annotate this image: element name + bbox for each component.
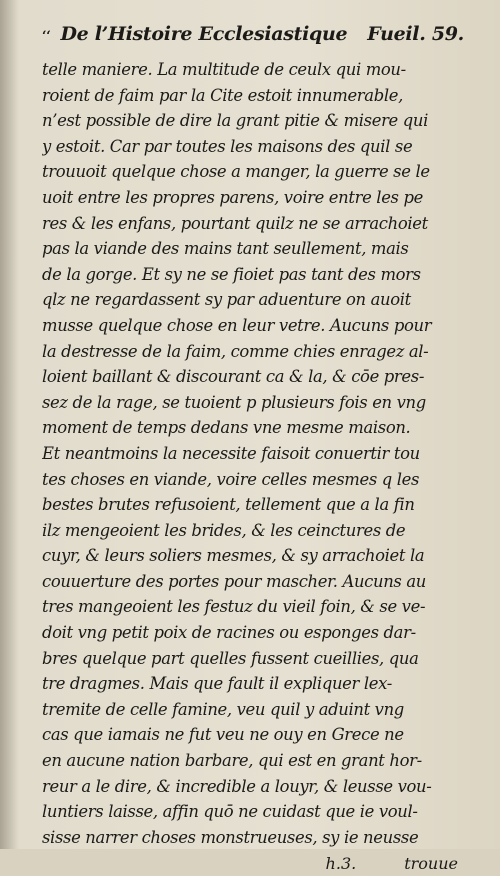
text-line: tres mangeoient les festuz du vieil foin, & se ve-	[42, 597, 426, 617]
text-line: tre dragmes. Mais que fault il expliquer lex-	[42, 674, 392, 694]
body-text	[42, 57, 464, 850]
text-line: moment de temps dedans vne mesme maison.	[42, 418, 411, 438]
text-line: pas la viande des mains tant seullement, mais	[42, 239, 409, 259]
text-line: bestes brutes refusoient, tellement que a la fin	[42, 495, 415, 515]
text-line: loient baillant & discourant ca & la, & cōe pres-	[42, 367, 425, 387]
folio-number: Fueil. 59.	[367, 23, 464, 45]
text-line: sez de la rage, se tuoient p plusieurs fois en vng	[42, 392, 426, 412]
catchword: trouue	[404, 854, 458, 874]
text-line: uoit entre les propres parens, voire entre les pe	[42, 187, 423, 207]
text-line: ilz mengeoient les brides, & les ceinctures de	[42, 520, 406, 540]
text-line: tremite de celle famine, veu quil y aduint vng	[42, 699, 404, 719]
text-line: tes choses en viande, voire celles mesmes q les	[42, 469, 420, 489]
text-line: de la gorge. Et sy ne se fioiet pas tant des mors	[42, 264, 421, 284]
page-footer	[42, 852, 464, 876]
text-line: telle maniere. La multitude de ceulx qui mou-	[42, 60, 406, 79]
running-header	[42, 22, 464, 49]
text-line: roient de faim par la Cite estoit innumerable,	[42, 85, 403, 105]
text-line: en aucune nation barbare, qui est en grant hor-	[42, 751, 422, 771]
text-line: trouuoit quelque chose a manger, la guerre se le	[42, 162, 430, 182]
text-line: cas que iamais ne fut veu ne ouy en Grece ne	[42, 725, 404, 745]
signature-mark: h.3.	[325, 854, 357, 874]
text-line: reur a le dire, & incredible a louyr, & leusse vou-	[42, 776, 432, 796]
running-title: De l’Histoire Ecclesiastique	[60, 23, 348, 45]
text-line: res & les enfans, pourtant quilz ne se arrachoiet	[42, 213, 428, 233]
text-line: cuyr, & leurs soliers mesmes, & sy arrachoiet la	[42, 546, 425, 566]
text-line: couuerture des portes pour mascher. Aucuns au	[42, 571, 426, 591]
text-line: sisse narrer choses monstrueuses, sy ie neusse	[42, 827, 419, 847]
text-line: y estoit. Car par toutes les maisons des quil se	[42, 136, 413, 156]
text-line: qlz ne regardassent sy par aduenture on auoit	[42, 290, 411, 310]
text-line: la destresse de la faim, comme chies enragez al-	[42, 341, 429, 361]
header-mark: ʻʻ	[42, 29, 51, 44]
text-line: doit vng petit poix de racines ou esponges dar-	[42, 623, 416, 643]
text-line: musse quelque chose en leur vetre. Aucuns pour	[42, 315, 432, 335]
text-line: Et neantmoins la necessite faisoit conuertir tou	[42, 443, 420, 463]
gutter-shadow	[0, 0, 18, 849]
text-line: n’est possible de dire la grant pitie & misere qui	[42, 111, 429, 131]
text-line: bres quelque part quelles fussent cueillies, qua	[42, 648, 419, 668]
text-line: luntiers laisse, affin quō ne cuidast que ie voul-	[42, 802, 418, 822]
